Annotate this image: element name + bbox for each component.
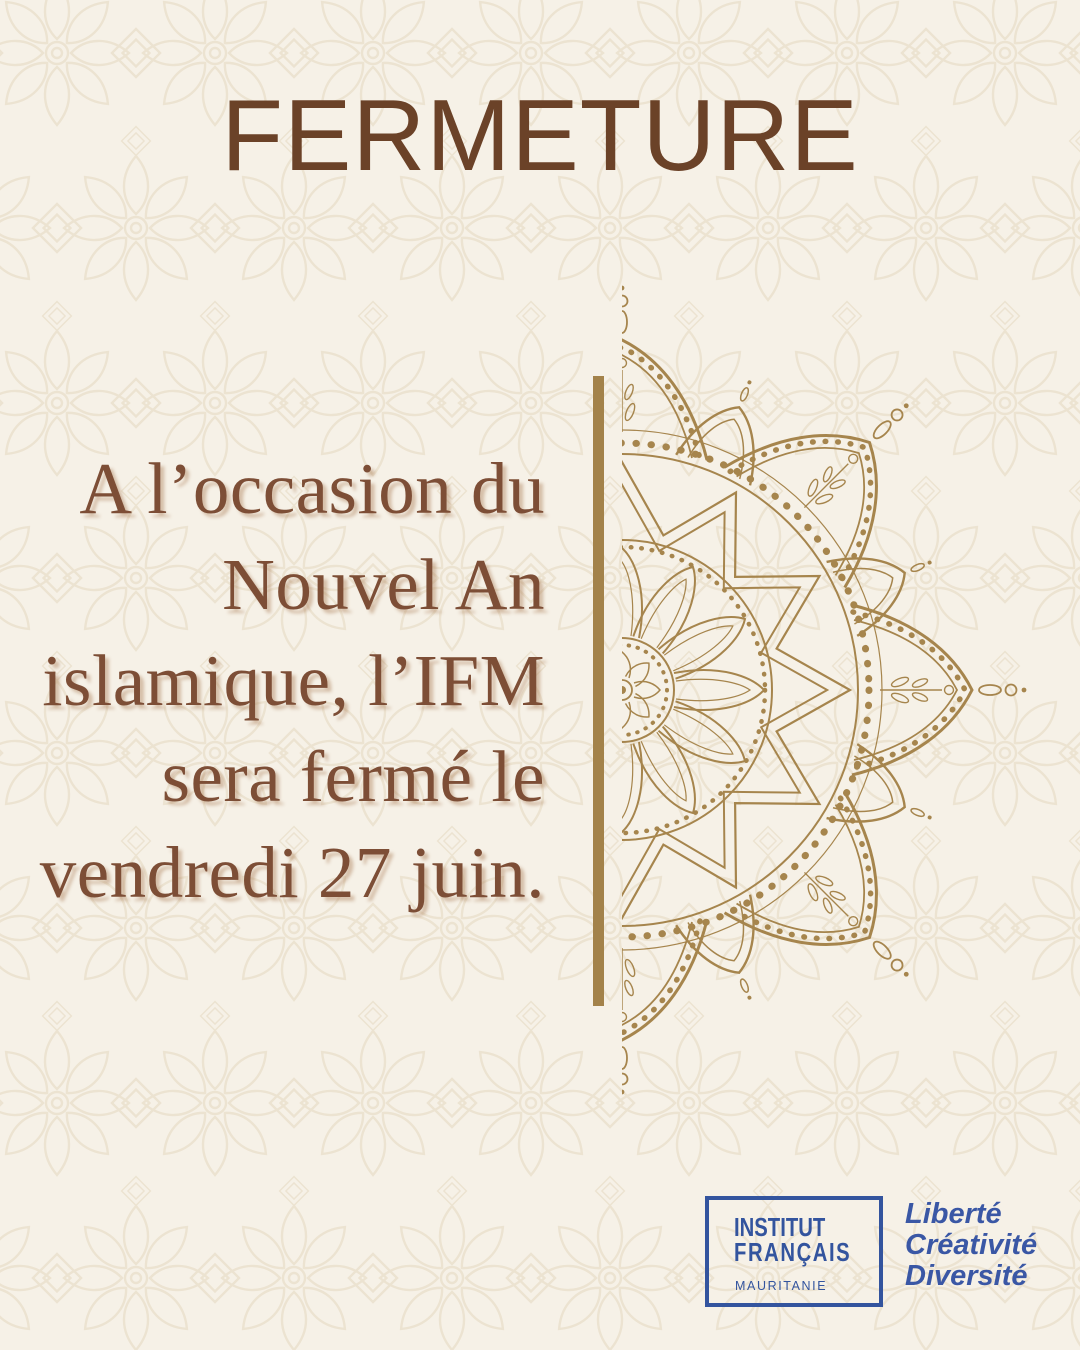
- motto-line-creativite: Créativité: [905, 1229, 1038, 1261]
- announcement-line-2: Nouvel An: [222, 544, 545, 625]
- motto: [905, 1199, 1037, 1292]
- announcement-text: [25, 441, 545, 921]
- logo-name: [734, 1212, 852, 1267]
- motto-line-liberte: Liberté: [905, 1198, 1002, 1230]
- institut-francais-logo: [705, 1196, 883, 1307]
- mandala-icon: [622, 278, 1037, 1105]
- logo-line-francais: FRANÇAIS: [734, 1237, 852, 1267]
- poster-title: FERMETURE: [221, 80, 859, 192]
- mandala-ornament: [622, 278, 1080, 1108]
- announcement-line-3: islamique, l’IFM: [42, 640, 545, 721]
- logo-region: MAURITANIE: [735, 1279, 828, 1293]
- divider-line: [593, 376, 604, 1006]
- announcement-line-5: vendredi 27 juin.: [39, 832, 545, 913]
- announcement-line-4: sera fermé le: [161, 736, 545, 817]
- motto-line-diversite: Diversité: [905, 1260, 1028, 1292]
- announcement-line-1: A l’occasion du: [79, 448, 545, 529]
- logo-line-institut: INSTITUT: [734, 1212, 826, 1242]
